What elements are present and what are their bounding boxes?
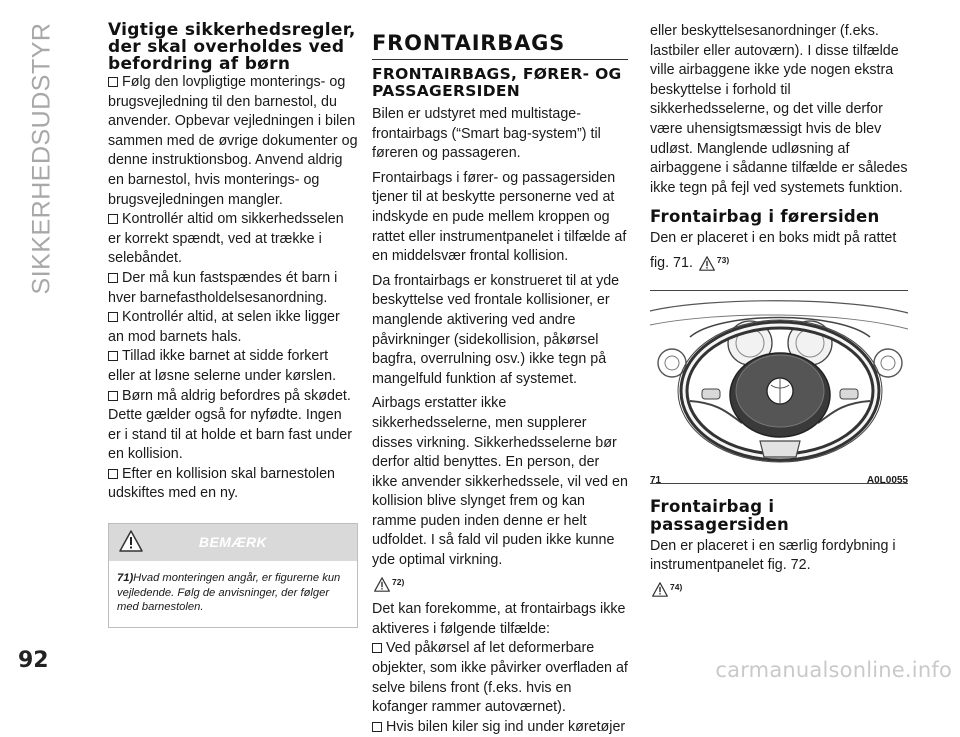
figure-steering-wheel <box>650 290 908 487</box>
heading-frontairbags-sub: FRONTAIRBAGS, FØRER- OG PASSAGERSIDEN <box>372 65 622 100</box>
list-item: Tillad ikke barnet at sidde forkert eller at løsne selerne under kørslen. <box>108 348 337 384</box>
heading-frontairbags: FRONTAIRBAGS <box>372 30 628 60</box>
checkbox-bullet-icon <box>372 722 382 732</box>
paragraph: Den er placeret i en boks midt på rattet fig. 71. $^{73)}$ <box>650 229 908 273</box>
paragraph: Airbags erstatter ikke sikkerhedsselerne, men supplerer disses virkning. Sikkerhedsselerne bør derfor altid benyttes. En person, der ikke anvender sikkerhedssele, vil ved en kollision blive slynget frem og kan ramme puden inden denne er helt udfoldet. I så fald vil puden ikke kunne yde optimal virkning. <box>372 395 628 569</box>
warning-reference: 74) <box>652 578 682 601</box>
paragraph: Da frontairbags er konstrueret til at yde beskyttelse ved frontale kollisioner, er manglende aktivering ved andre påvirkninger (sidekollision, påkørsel bagfra, overrulning osv.) ikke tegn på mangelfuld funktion af systemet. <box>372 272 620 387</box>
steering-wheel-illustration <box>650 291 908 463</box>
checkbox-bullet-icon <box>108 391 118 401</box>
note-text: Hvad monteringen angår, er figurerne kun vejledende. Følg de anvisninger, der følger med barnestolen. <box>117 572 341 614</box>
column-3 <box>650 22 908 600</box>
note-title: BEMÆRK <box>198 533 268 550</box>
warning-triangle-icon <box>119 530 143 552</box>
list-item: Følg den lovpligtige monterings- og brugsvejledning til den barnestol, du anvender. Opbevar vejledningen i bilen sammen med de øvrige dokumenter og denne instruktionsbog. Anvend aldrig en barnestol, hvis monterings- og brugsvejledningen mangler. <box>108 74 358 208</box>
warning-triangle-icon <box>652 582 668 597</box>
heading-driver-airbag: Frontairbag i førersiden <box>650 207 880 227</box>
section-side-label <box>10 22 74 294</box>
checkbox-bullet-icon <box>108 469 118 479</box>
list-item: Børn må aldrig befordres på skødet. Dette gælder også for nyfødte. Ingen er i stand til at holde et barn fast under en kollision. <box>108 387 352 463</box>
list-item: Ved påkørsel af let deformerbare objekter, som ikke påvirker overfladen af selve bilens front (f.eks. hvis en kofanger rammer autoværnet). <box>372 640 628 716</box>
warning-triangle-icon <box>374 577 390 592</box>
checkbox-bullet-icon <box>108 312 118 322</box>
page-number: 92 <box>18 648 49 673</box>
column-2 <box>372 22 628 737</box>
list-item: Der må kun fastspændes ét barn i hver barnefastholdelsesanordning. <box>108 269 338 306</box>
warning-reference: 73) <box>699 251 729 274</box>
figure-number: 71 <box>650 475 662 487</box>
heading-passenger-airbag: Frontairbag i passagersiden <box>650 496 789 534</box>
list-item: Kontrollér altid, at selen ikke ligger an mod barnets hals. <box>108 309 340 345</box>
note-box <box>108 523 358 628</box>
figure-caption <box>650 471 908 491</box>
figure-code: A0L0055 <box>866 475 908 487</box>
paragraph: Bilen er udstyret med multistage-frontairbags (“Smart bag-system”) til føreren og passageren. <box>372 106 601 162</box>
warning-ref-number: 72) <box>392 576 405 587</box>
warning-reference <box>374 573 404 596</box>
watermark: carmanualsonline.info <box>715 658 952 682</box>
note-header <box>109 524 357 561</box>
checkbox-bullet-icon <box>372 643 382 653</box>
checkbox-bullet-icon <box>108 77 118 87</box>
note-body <box>109 561 357 627</box>
list-item: Kontrollér altid om sikkerhedsselen er korrekt spændt, ved at trække i selebåndet. <box>108 211 344 267</box>
list-item: Efter en kollision skal barnestolen udskiftes med en ny. <box>108 465 335 502</box>
child-safety-list <box>108 73 358 504</box>
checkbox-bullet-icon <box>108 351 118 361</box>
heading-child-safety: Vigtige sikkerhedsregler, der skal overholdes ved befordring af børn <box>108 20 356 74</box>
note-ref: 71) <box>117 572 134 585</box>
paragraph-continued: eller beskyttelsesanordninger (f.eks. lastbiler eller autoværn). I disse tilfælde ville airbaggene ikke yde nogen ekstra beskyttelse i forhold til sikkerhedsselerne, og det ville derfor være uhensigtsmæssigt hvis de blev udløst. Manglende udløsning af airbaggene i sådanne tilfælde er således ikke tegn på fejl ved systemets funktion. <box>650 23 908 196</box>
warning-triangle-icon <box>699 256 715 271</box>
section-label-text: SIKKERHEDSUDSTYR <box>27 22 56 294</box>
column-1 <box>108 22 358 628</box>
paragraph: Den er placeret i en særlig fordybning i instrumentpanelet fig. 72. <box>650 537 896 574</box>
list-item: Hvis bilen kiler sig ind under køretøjer <box>372 718 628 737</box>
paragraph: Frontairbags i fører- og passagersiden tjener til at beskytte personerne ved at indskyde en pude mellem kroppen og rattet eller instrumentpanelet i tilfælde af en middelsvær frontal kollision. <box>372 169 627 265</box>
paragraph: Det kan forekomme, at frontairbags ikke aktiveres i følgende tilfælde: <box>372 601 626 637</box>
checkbox-bullet-icon <box>108 214 118 224</box>
checkbox-bullet-icon <box>108 273 118 283</box>
